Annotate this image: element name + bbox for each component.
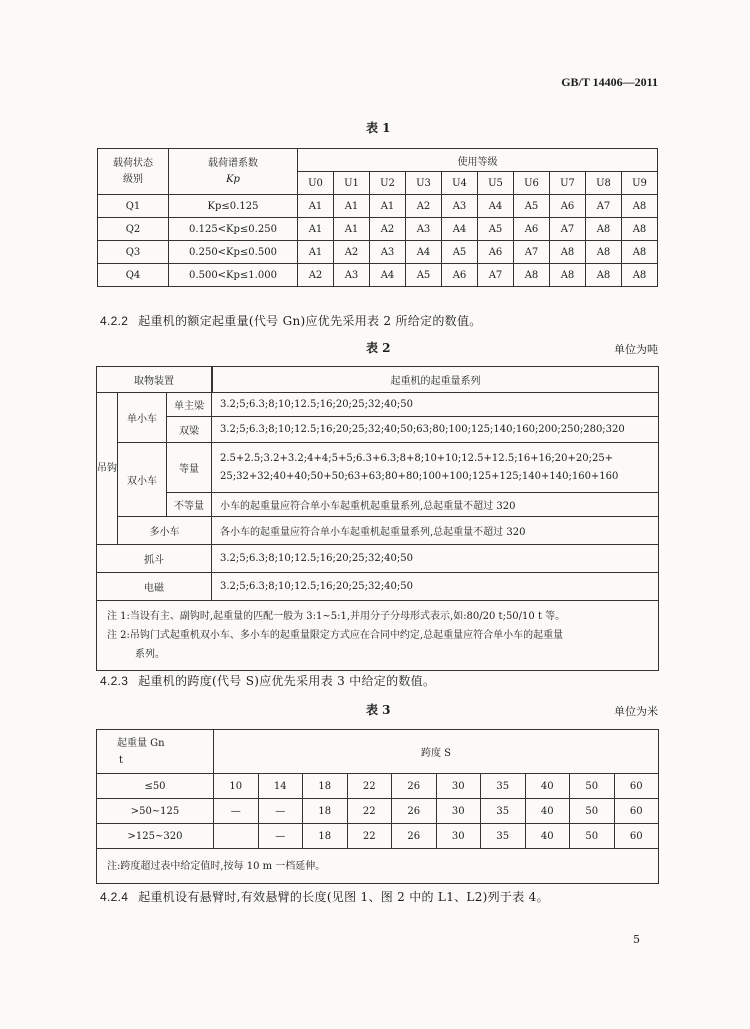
t1-row	[98, 264, 658, 287]
t3-row	[97, 824, 659, 849]
t2-magnet: 电磁	[97, 573, 212, 601]
t1-grade: A7	[586, 195, 622, 218]
t1-usage-class: U7	[550, 172, 586, 195]
table3-caption: 表 3	[366, 703, 391, 717]
t3-span: 35	[481, 799, 526, 824]
t1-grade: A1	[334, 218, 370, 241]
table2-unit: 单位为吨	[614, 343, 658, 356]
t1-grade: A6	[478, 241, 514, 264]
t2-notes	[97, 601, 659, 671]
t1-grade: A7	[514, 241, 550, 264]
t3-span: 22	[347, 774, 392, 799]
t1-usage-class: U9	[622, 172, 658, 195]
t1-grade: A8	[514, 264, 550, 287]
t1-state: Q2	[98, 218, 169, 241]
t1-grade: A3	[370, 241, 406, 264]
t3-span: 18	[303, 824, 348, 849]
t1-usage-class: U0	[298, 172, 334, 195]
t3-span: —	[258, 799, 303, 824]
t2-series-single-main: 3.2;5;6.3;8;10;12.5;16;20;25;32;40;50	[212, 393, 659, 417]
t3-span: 10	[214, 774, 259, 799]
t1-grade: A3	[442, 195, 478, 218]
t3-span: 50	[570, 799, 615, 824]
t3-span: 22	[347, 799, 392, 824]
t1-grade: A4	[442, 218, 478, 241]
table1-caption: 表 1	[366, 121, 391, 135]
t1-grade: A8	[586, 241, 622, 264]
t1-col2-header: 载荷谱系数 Kp	[169, 149, 298, 195]
t2-series-magnet: 3.2;5;6.3;8;10;12.5;16;20;25;32;40;50	[212, 573, 659, 601]
t3-span: 50	[570, 824, 615, 849]
t3-span: —	[214, 799, 259, 824]
t3-body	[97, 774, 659, 849]
t1-grade: A1	[298, 218, 334, 241]
t2-series-equal: 2.5+2.5;3.2+3.2;4+4;5+5;6.3+6.3;8+8;10+10;12.5+12.5;16+16;20+20;25+ 25;32+32;40+40;50+50;63+63;80+80;100+100;125+125;140+140;160+160	[212, 443, 659, 493]
t1-grade: A1	[298, 241, 334, 264]
t2-double-trolley: 双小车	[118, 443, 167, 517]
t1-grade: A2	[298, 264, 334, 287]
t2-hook	[97, 393, 118, 545]
t1-coef: Kp≤0.125	[169, 195, 298, 218]
t3-span: 30	[436, 774, 481, 799]
table1	[97, 148, 658, 287]
t1-usage-class: U3	[406, 172, 442, 195]
t3-span	[214, 824, 259, 849]
t1-grade: A5	[406, 264, 442, 287]
t1-grade: A8	[550, 241, 586, 264]
t3-load: >125~320	[97, 824, 214, 849]
t2-note2: 注 2:吊钩门式起重机双小车、多小车的起重量限定方式应在合同中约定,总起重量应符合单小车的起重量	[107, 630, 564, 641]
t1-row	[98, 241, 658, 264]
t1-grade: A4	[406, 241, 442, 264]
clause-4-2-2: 4.2.2 起重机的额定起重量(代号 Gn)应优先采用表 2 所给定的数值。	[100, 314, 482, 328]
t3-span: 40	[525, 824, 570, 849]
t3-span: 26	[392, 799, 437, 824]
t1-row	[98, 195, 658, 218]
t2-hook-label: 吊钩	[97, 463, 117, 474]
t2-main-girder-single: 单主梁	[167, 393, 212, 417]
t1-usage-class: U8	[586, 172, 622, 195]
t3-row	[97, 774, 659, 799]
page-number: 5	[633, 933, 640, 946]
t3-span: —	[258, 824, 303, 849]
table2-caption: 表 2	[366, 341, 391, 355]
t1-grade: A5	[478, 218, 514, 241]
t3-span: 50	[570, 774, 615, 799]
t3-load: ≤50	[97, 774, 214, 799]
t2-series-double-girder: 3.2;5;6.3;8;10;12.5;16;20;25;32;40;50;63;80;100;125;140;160;200;250;280;320	[212, 417, 659, 443]
t3-span: 60	[614, 799, 659, 824]
t1-grade: A1	[334, 195, 370, 218]
t1-grade: A2	[370, 218, 406, 241]
t3-load: >50~125	[97, 799, 214, 824]
t3-span: 60	[614, 774, 659, 799]
t2-note1: 注 1:当设有主、副钩时,起重量的匹配一般为 3:1~5:1,并用分子分母形式表示,如:80/20 t;50/10 t 等。	[107, 611, 566, 622]
t3-span: 40	[525, 799, 570, 824]
t1-state: Q3	[98, 241, 169, 264]
t1-col1-header: 载荷状态 级别	[98, 149, 169, 195]
t1-grade: A6	[550, 195, 586, 218]
t3-span: 30	[436, 824, 481, 849]
t1-state: Q4	[98, 264, 169, 287]
t1-usage-class: U1	[334, 172, 370, 195]
t1-grade: A8	[586, 218, 622, 241]
table3	[96, 729, 659, 884]
t2-equal: 等量	[167, 443, 212, 493]
t3-span: 26	[392, 774, 437, 799]
t2-series-unequal: 小车的起重量应符合单小车起重机起重量系列,总起重量不超过 320	[212, 493, 659, 517]
t1-usage-class: U5	[478, 172, 514, 195]
t2-unequal: 不等量	[167, 493, 212, 517]
t2-series-grab: 3.2;5;6.3;8;10;12.5;16;20;25;32;40;50	[212, 545, 659, 573]
t2-double-girder: 双梁	[167, 417, 212, 443]
t1-grade: A4	[370, 264, 406, 287]
t3-span: 14	[258, 774, 303, 799]
t2-multi-trolley: 多小车	[118, 517, 212, 545]
t3-row	[97, 799, 659, 824]
t1-usage-class: U6	[514, 172, 550, 195]
t1-coef: 0.250<Kp≤0.500	[169, 241, 298, 264]
t1-grade: A4	[478, 195, 514, 218]
t1-grade: A8	[622, 195, 658, 218]
t2-series-multi: 各小车的起重量应符合单小车起重机起重量系列,总起重量不超过 320	[212, 517, 659, 545]
t1-grade: A1	[298, 195, 334, 218]
clause-4-2-4: 4.2.4 起重机设有悬臂时,有效悬臂的长度(见图 1、图 2 中的 L1、L2)列于表 4。	[100, 890, 549, 904]
table3-unit: 单位为米	[614, 705, 658, 718]
t3-span: 35	[481, 824, 526, 849]
t1-grade: A8	[550, 264, 586, 287]
t1-grade: A6	[442, 264, 478, 287]
t3-header-load: 起重量 Gn t	[97, 730, 214, 774]
t1-grade: A1	[370, 195, 406, 218]
t1-grade: A3	[406, 218, 442, 241]
t1-grade: A5	[442, 241, 478, 264]
t1-grade: A6	[514, 218, 550, 241]
t2-header-device: 取物装置	[97, 367, 212, 393]
t3-span: 40	[525, 774, 570, 799]
t1-grade: A5	[514, 195, 550, 218]
t3-span: 18	[303, 774, 348, 799]
t3-header-span: 跨度 S	[214, 730, 659, 774]
t3-span: 35	[481, 774, 526, 799]
table2	[96, 366, 659, 671]
t1-grade: A8	[622, 218, 658, 241]
t3-span: 60	[614, 824, 659, 849]
t2-grab: 抓斗	[97, 545, 212, 573]
t1-usage-class: U2	[370, 172, 406, 195]
t1-grade: A8	[586, 264, 622, 287]
t1-state: Q1	[98, 195, 169, 218]
t1-grade: A2	[334, 241, 370, 264]
t1-grade: A8	[622, 241, 658, 264]
t1-group-header: 使用等级	[298, 149, 658, 172]
clause-4-2-3: 4.2.3 起重机的跨度(代号 S)应优先采用表 3 中给定的数值。	[100, 674, 436, 688]
t3-span: 18	[303, 799, 348, 824]
t3-span: 26	[392, 824, 437, 849]
t3-span: 22	[347, 824, 392, 849]
t1-coef: 0.125<Kp≤0.250	[169, 218, 298, 241]
t1-grade: A2	[406, 195, 442, 218]
t1-row	[98, 218, 658, 241]
t1-grade: A7	[550, 218, 586, 241]
t1-coef: 0.500<Kp≤1.000	[169, 264, 298, 287]
t1-usage-class: U4	[442, 172, 478, 195]
standard-code: GB/T 14406—2011	[561, 75, 658, 89]
t1-grade: A7	[478, 264, 514, 287]
t2-header-series: 起重机的起重量系列	[213, 367, 659, 393]
t1-grade: A8	[622, 264, 658, 287]
t2-single-trolley: 单小车	[118, 393, 167, 443]
t1-grade: A3	[334, 264, 370, 287]
t3-note: 注:跨度超过表中给定值时,按每 10 m 一档延伸。	[97, 849, 659, 884]
t1-body	[98, 195, 658, 287]
t2-note2-cont: 系列。	[135, 649, 165, 660]
t3-span: 30	[436, 799, 481, 824]
